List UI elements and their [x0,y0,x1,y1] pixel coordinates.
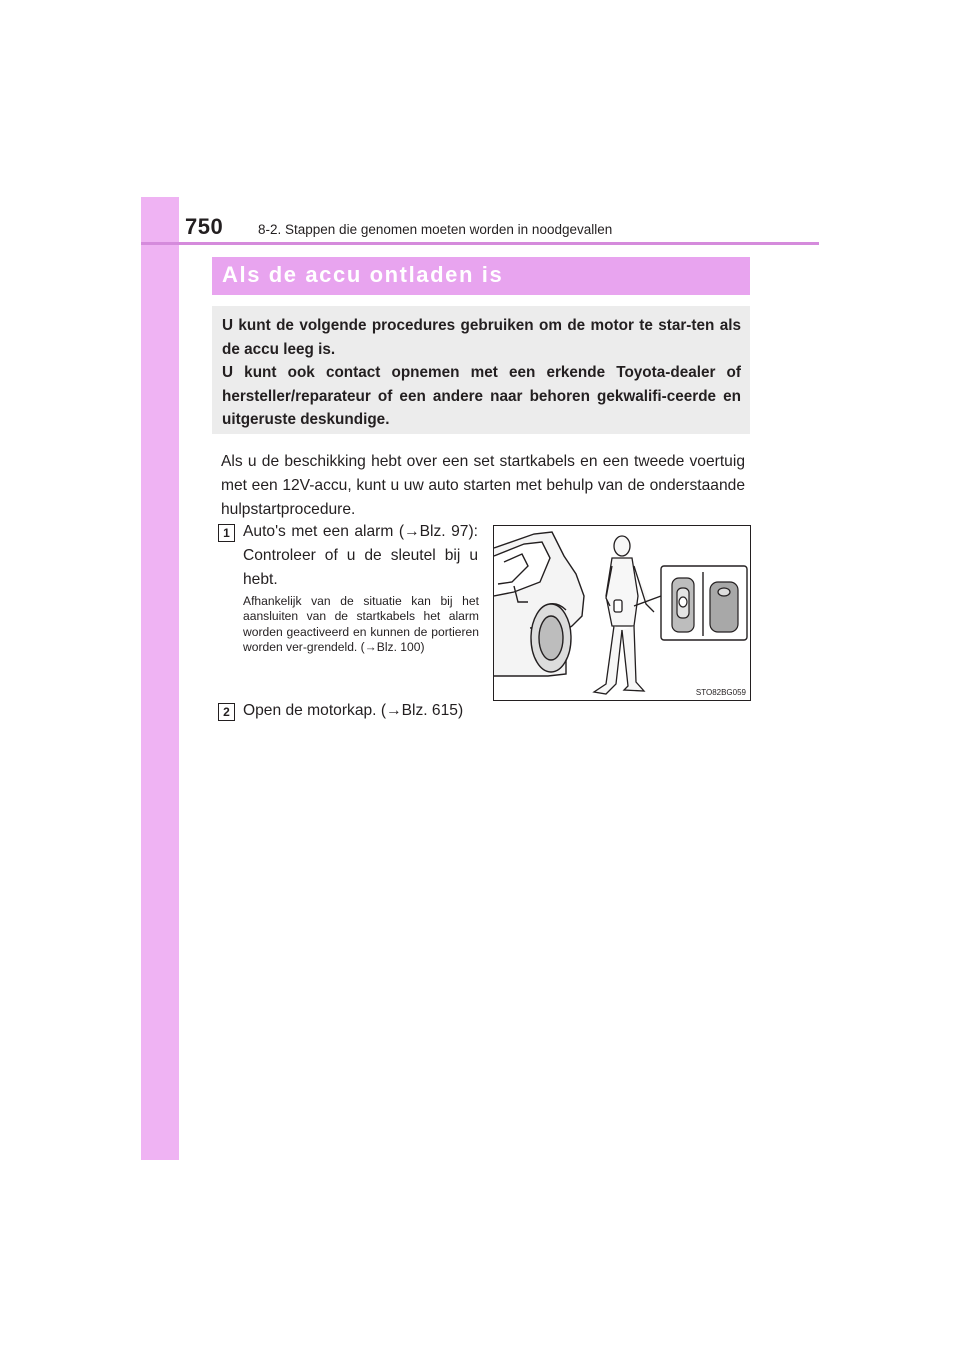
step-2-text: Open de motorkap. (→Blz. 615) [243,702,464,719]
person-with-key-illustration [594,536,654,694]
body-paragraph: Als u de beschikking hebt over een set startkabels en een tweede voertuig met een 12V-accu, kunt u uw auto starten met behulp van de onderstaande hulpstartprocedure. [221,453,745,518]
title-bar [212,257,750,295]
page-number: 750 [185,214,224,239]
intro-text: U kunt de volgende procedures gebruiken om de motor te star-ten als de accu leeg is. U kunt ook contact opnemen met een erkende Toyota-dealer of hersteller/reparateur of een andere naar behoren gekwalifi-ceerde en uitgeruste deskundige. [222,317,741,429]
step-number-1: 1 [218,524,235,542]
smart-key-front-icon [672,578,694,632]
intro-box [212,306,750,434]
header-divider [141,242,819,245]
section-header: 8-2. Stappen die genomen moeten worden in noodgevallen [258,222,613,237]
key-illustration-figure [493,525,751,701]
side-band [141,197,179,1160]
smart-key-back-icon [710,582,738,632]
car-rear-illustration [494,532,584,676]
step-1-note: Afhankelijk van de situatie kan bij het aansluiten van de startkabels het alarm worden geactiveerd en kunnen de portieren worden ver-grendeld. (→Blz. 100) [243,594,479,654]
page-title: Als de accu ontladen is [222,262,504,287]
figure-drawing [494,526,750,700]
step-1-text: Auto's met een alarm (→Blz. 97): Controleer of u de sleutel bij u hebt. [243,523,478,588]
step-number-2: 2 [218,703,235,721]
figure-code: STO82BG059 [695,688,746,697]
